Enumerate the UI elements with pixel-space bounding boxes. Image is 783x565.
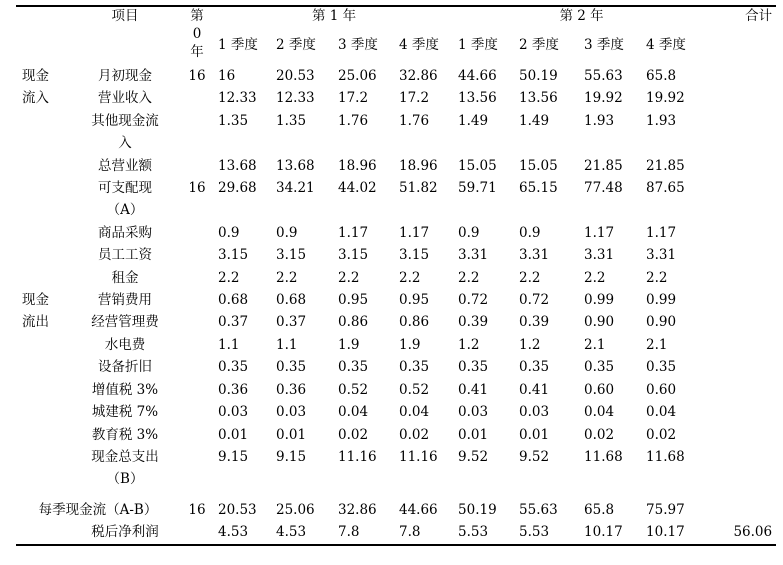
table-row [16,401,776,423]
cell-total [709,424,776,446]
header-quarter: 3 季度 [584,37,624,53]
cell-total [709,334,776,356]
cell-quarter-value: 12.33 [218,90,257,107]
cell-quarter-value: 0.04 [399,404,430,421]
cell-quarter-value: 1.17 [338,224,369,241]
cell-quarter-value: 25.06 [338,68,377,84]
cell-quarter-value: 3.15 [399,247,430,264]
table-row [16,87,776,109]
cell-total [709,267,776,289]
cell-quarter-value: 32.86 [338,501,377,518]
cell-quarter-value: 0.72 [519,292,550,309]
cell-year0 [180,521,214,544]
row-item-line: 月初现金 [98,68,152,84]
table-row [16,311,776,333]
cell-quarter-value: 0.99 [584,292,615,309]
cell-year0: 16 [188,180,206,197]
cell-quarter-value: 0.86 [399,314,430,331]
section-label: 现金 [22,292,49,309]
cell-quarter-value: 19.92 [646,90,685,107]
cell-quarter-value: 77.48 [584,180,623,197]
cell-quarter-value: 0.35 [458,359,489,376]
cash-flow-table-container [16,5,776,546]
row-item-line: 其他现金流 [91,112,159,129]
cell-quarter-value: 2.2 [458,269,480,286]
cell-quarter-value: 0.9 [218,224,240,241]
cell-quarter-value: 2.2 [399,269,421,286]
cell-quarter-value: 0.35 [519,359,550,376]
cell-quarter-value: 17.2 [338,90,369,107]
cell-quarter-value: 3.15 [218,247,249,264]
table-row [16,491,776,521]
cell-quarter-value: 25.06 [276,501,315,518]
cell-quarter-value: 3.15 [276,247,307,264]
section-label: 流出 [22,314,49,331]
cell-quarter-value: 11.68 [584,448,623,465]
cell-total [709,401,776,423]
cell-quarter-value: 11.16 [338,448,377,465]
table-row [16,446,776,491]
row-item-label [70,177,180,222]
header-year2: 第 2 年 [454,6,709,25]
table-row [16,424,776,446]
cell-quarter-value: 65.15 [519,180,558,197]
cell-quarter-value: 5.53 [515,521,580,544]
row-item-label [70,155,180,177]
cell-quarter-value: 3.31 [458,247,489,264]
header-quarter: 3 季度 [338,37,378,53]
cell-year0 [180,446,214,491]
cell-quarter-value: 1.76 [338,112,369,129]
cell-quarter-value: 4.53 [272,521,334,544]
cell-quarter-value: 0.72 [458,292,489,309]
row-item-line: 增值税 3% [91,381,159,398]
cell-quarter-value: 51.82 [399,180,438,197]
cell-quarter-value: 20.53 [218,501,257,518]
cell-quarter-value: 55.63 [584,68,623,84]
cell-quarter-value: 0.39 [458,314,489,331]
header-quarter: 1 季度 [458,37,498,53]
row-item-line: 总营业额 [98,157,152,174]
cell-quarter-value: 0.90 [646,314,677,331]
cell-quarter-value: 1.1 [276,336,298,353]
row-item-line: 员工工资 [98,247,152,264]
cell-total [709,379,776,401]
cell-quarter-value: 0.02 [399,426,430,443]
cell-quarter-value: 17.2 [399,90,430,107]
row-item-label [70,244,180,266]
cell-quarter-value: 0.02 [646,426,677,443]
cell-quarter-value: 50.19 [519,68,558,84]
cell-quarter-value: 0.04 [338,404,369,421]
row-item-line: 教育税 3% [91,426,159,443]
cell-total [709,177,776,222]
cell-quarter-value: 59.71 [458,180,497,197]
cell-quarter-value: 1.17 [646,224,677,241]
row-item-line: 水电费 [104,336,146,353]
cell-quarter-value: 11.68 [646,448,685,465]
row-item-line: 设备折旧 [98,359,152,376]
row-item-label [70,222,180,244]
header-row-2 [16,25,776,65]
table-body [16,65,776,545]
cell-quarter-value: 13.68 [276,157,315,174]
cell-quarter-value: 19.92 [584,90,623,107]
cell-quarter-value: 2.1 [646,336,668,353]
table-row [16,334,776,356]
header-quarter: 4 季度 [646,37,686,53]
cell-quarter-value: 0.52 [399,381,430,398]
section-label: 现金 [22,68,49,84]
cell-quarter-value: 0.03 [276,404,307,421]
cell-quarter-value: 0.01 [458,426,489,443]
cell-quarter-value: 18.96 [338,157,377,174]
cell-quarter-value: 2.2 [519,269,541,286]
row-item-label [70,424,180,446]
cell-year0 [180,311,214,333]
cell-total [709,110,776,155]
cell-quarter-value: 0.41 [458,381,489,398]
cell-quarter-value: 4.53 [214,521,272,544]
header-year0-line-3: 年 [190,44,204,60]
cell-quarter-value: 0.9 [276,224,298,241]
cell-quarter-value: 0.35 [276,359,307,376]
cash-flow-table [16,5,776,546]
cell-quarter-value: 1.76 [399,112,430,129]
cell-quarter-value: 2.2 [646,269,668,286]
cell-quarter-value: 0.68 [276,292,307,309]
cell-year0 [180,424,214,446]
cell-quarter-value: 29.68 [218,180,257,197]
row-item-line: 可支配现 [98,180,152,197]
cell-quarter-value: 3.15 [338,247,369,264]
header-row-1 [16,6,776,25]
cell-quarter-value: 0.35 [338,359,369,376]
cell-quarter-value: 0.35 [646,359,677,376]
cell-year0: 16 [188,501,206,518]
cell-quarter-value: 7.8 [395,521,454,544]
cell-total [709,491,776,521]
cell-quarter-value: 0.9 [519,224,541,241]
cell-quarter-value: 55.63 [519,501,558,518]
table-row [16,65,776,87]
table-row [16,222,776,244]
cell-total [709,87,776,109]
cell-year0 [180,87,214,109]
row-item-label [70,87,180,109]
cell-quarter-value: 75.97 [646,501,685,518]
row-item-label [70,334,180,356]
cell-quarter-value: 0.35 [584,359,615,376]
cell-quarter-value: 1.49 [519,112,550,129]
cell-quarter-value: 13.56 [519,90,558,107]
cell-quarter-value: 11.16 [399,448,438,465]
cell-quarter-value: 1.17 [584,224,615,241]
cell-total [709,65,776,87]
table-row [16,110,776,155]
row-item-label [70,379,180,401]
cell-quarter-value: 1.1 [218,336,240,353]
row-item-line: 城建税 7% [91,404,159,421]
row-item-label [70,446,180,491]
cell-quarter-value: 0.02 [338,426,369,443]
header-quarter: 4 季度 [399,37,439,53]
header-quarter: 1 季度 [218,37,258,53]
header-item: 项目 [70,6,180,25]
row-item-line: 营业收入 [98,90,152,107]
cell-quarter-value: 1.49 [458,112,489,129]
row-item-line: 经营管理费 [91,314,159,331]
cell-quarter-value: 0.37 [218,314,249,331]
header-quarter: 2 季度 [276,37,316,53]
cell-quarter-value: 10.17 [642,521,709,544]
cell-quarter-value: 20.53 [276,68,315,84]
row-item-line: 税后净利润 [91,524,159,541]
row-item-line: （B） [106,471,144,488]
row-item-label [70,356,180,378]
cell-quarter-value: 0.41 [519,381,550,398]
cell-quarter-value: 1.2 [519,336,541,353]
table-row [16,356,776,378]
cell-total [709,356,776,378]
cell-quarter-value: 0.03 [218,404,249,421]
cell-quarter-value: 0.39 [519,314,550,331]
cell-quarter-value: 12.33 [276,90,315,107]
cell-quarter-value: 1.9 [338,336,360,353]
cell-year0 [180,155,214,177]
cell-quarter-value: 9.52 [458,448,489,465]
section-label: 流入 [22,90,49,107]
cell-quarter-value: 34.21 [276,180,315,197]
header-year0-line-1: 第 [190,8,204,24]
cell-year0 [180,267,214,289]
cell-total [709,289,776,311]
cell-year0 [180,289,214,311]
cell-quarter-value: 7.8 [334,521,395,544]
cell-quarter-value: 16 [218,68,236,84]
cell-quarter-value: 0.01 [276,426,307,443]
cell-quarter-value: 0.95 [399,292,430,309]
cell-year0: 16 [188,68,206,84]
cell-quarter-value: 0.35 [218,359,249,376]
row-item-line: 商品采购 [98,224,152,241]
cell-quarter-value: 9.15 [276,448,307,465]
cell-quarter-value: 9.52 [519,448,550,465]
cell-quarter-value: 0.90 [584,314,615,331]
cell-quarter-value: 87.65 [646,180,685,197]
cell-quarter-value: 1.93 [646,112,677,129]
cell-quarter-value: 1.9 [399,336,421,353]
cell-total [709,244,776,266]
cell-quarter-value: 1.35 [218,112,249,129]
header-total: 合计 [709,6,776,25]
cell-quarter-value: 0.02 [584,426,615,443]
row-item-label [70,65,180,87]
cell-quarter-value: 65.8 [584,501,615,518]
row-item-label [70,311,180,333]
cell-total [709,222,776,244]
cell-quarter-value: 21.85 [584,157,623,174]
row-item-line: 现金总支出 [91,448,159,465]
row-item-label [70,401,180,423]
cell-year0 [180,356,214,378]
cell-quarter-value: 15.05 [458,157,497,174]
row-item-line: 入 [118,135,132,152]
cell-quarter-value: 1.17 [399,224,430,241]
row-item-line: （A） [106,202,144,219]
row-item-label [70,521,180,544]
cell-quarter-value: 0.36 [276,381,307,398]
cell-quarter-value: 0.86 [338,314,369,331]
cell-quarter-value: 0.68 [218,292,249,309]
cell-quarter-value: 65.8 [646,68,677,84]
header-year0 [180,6,214,65]
cell-quarter-value: 0.04 [584,404,615,421]
cell-quarter-value: 9.15 [218,448,249,465]
header-quarter: 2 季度 [519,37,559,53]
cell-quarter-value: 0.60 [584,381,615,398]
cell-quarter-value: 32.86 [399,68,438,84]
cell-quarter-value: 3.31 [646,247,677,264]
cell-quarter-value: 21.85 [646,157,685,174]
cell-year0 [180,222,214,244]
row-item-label [70,267,180,289]
row-item-label [70,110,180,155]
cell-quarter-value: 44.02 [338,180,377,197]
cell-quarter-value: 3.31 [519,247,550,264]
row-item-label: 每季现金流（A-B） [38,501,158,518]
cell-quarter-value: 15.05 [519,157,558,174]
cell-quarter-value: 13.68 [218,157,257,174]
cell-quarter-value: 2.2 [338,269,360,286]
cell-quarter-value: 10.17 [580,521,642,544]
cell-quarter-value: 0.35 [399,359,430,376]
cell-quarter-value: 0.04 [646,404,677,421]
cell-quarter-value: 18.96 [399,157,438,174]
cell-quarter-value: 2.2 [276,269,298,286]
table-row [16,379,776,401]
row-item-line: 营销费用 [98,292,152,309]
cell-quarter-value: 1.93 [584,112,615,129]
cell-year0 [180,401,214,423]
cell-quarter-value: 0.03 [458,404,489,421]
cell-quarter-value: 3.31 [584,247,615,264]
table-row [16,267,776,289]
cell-quarter-value: 0.03 [519,404,550,421]
cell-quarter-value: 0.36 [218,381,249,398]
cell-quarter-value: 0.01 [218,426,249,443]
table-row [16,177,776,222]
cell-total [709,311,776,333]
cell-quarter-value: 0.01 [519,426,550,443]
cell-quarter-value: 0.9 [458,224,480,241]
cell-quarter-value: 50.19 [458,501,497,518]
cell-quarter-value: 0.95 [338,292,369,309]
cell-quarter-value: 1.2 [458,336,480,353]
cell-quarter-value: 44.66 [458,68,497,84]
table-row [16,244,776,266]
cell-quarter-value: 2.2 [584,269,606,286]
cell-quarter-value: 1.35 [276,112,307,129]
cell-year0 [180,379,214,401]
cell-quarter-value: 2.1 [584,336,606,353]
table-row [16,521,776,544]
cell-quarter-value: 13.56 [458,90,497,107]
row-item-line: 租金 [111,269,139,286]
cell-year0 [180,110,214,155]
cell-year0 [180,334,214,356]
cell-quarter-value: 44.66 [399,501,438,518]
cell-total [709,446,776,491]
header-year0-line-2: 0 [192,26,202,42]
table-row [16,155,776,177]
cell-quarter-value: 2.2 [218,269,240,286]
header-year1: 第 1 年 [214,6,454,25]
cell-quarter-value: 5.53 [454,521,515,544]
cell-quarter-value: 0.37 [276,314,307,331]
cell-total: 56.06 [709,521,776,544]
table-row [16,289,776,311]
cell-quarter-value: 0.52 [338,381,369,398]
cell-quarter-value: 0.99 [646,292,677,309]
cell-quarter-value: 0.60 [646,381,677,398]
cell-year0 [180,244,214,266]
cell-total [709,155,776,177]
row-item-label [70,289,180,311]
